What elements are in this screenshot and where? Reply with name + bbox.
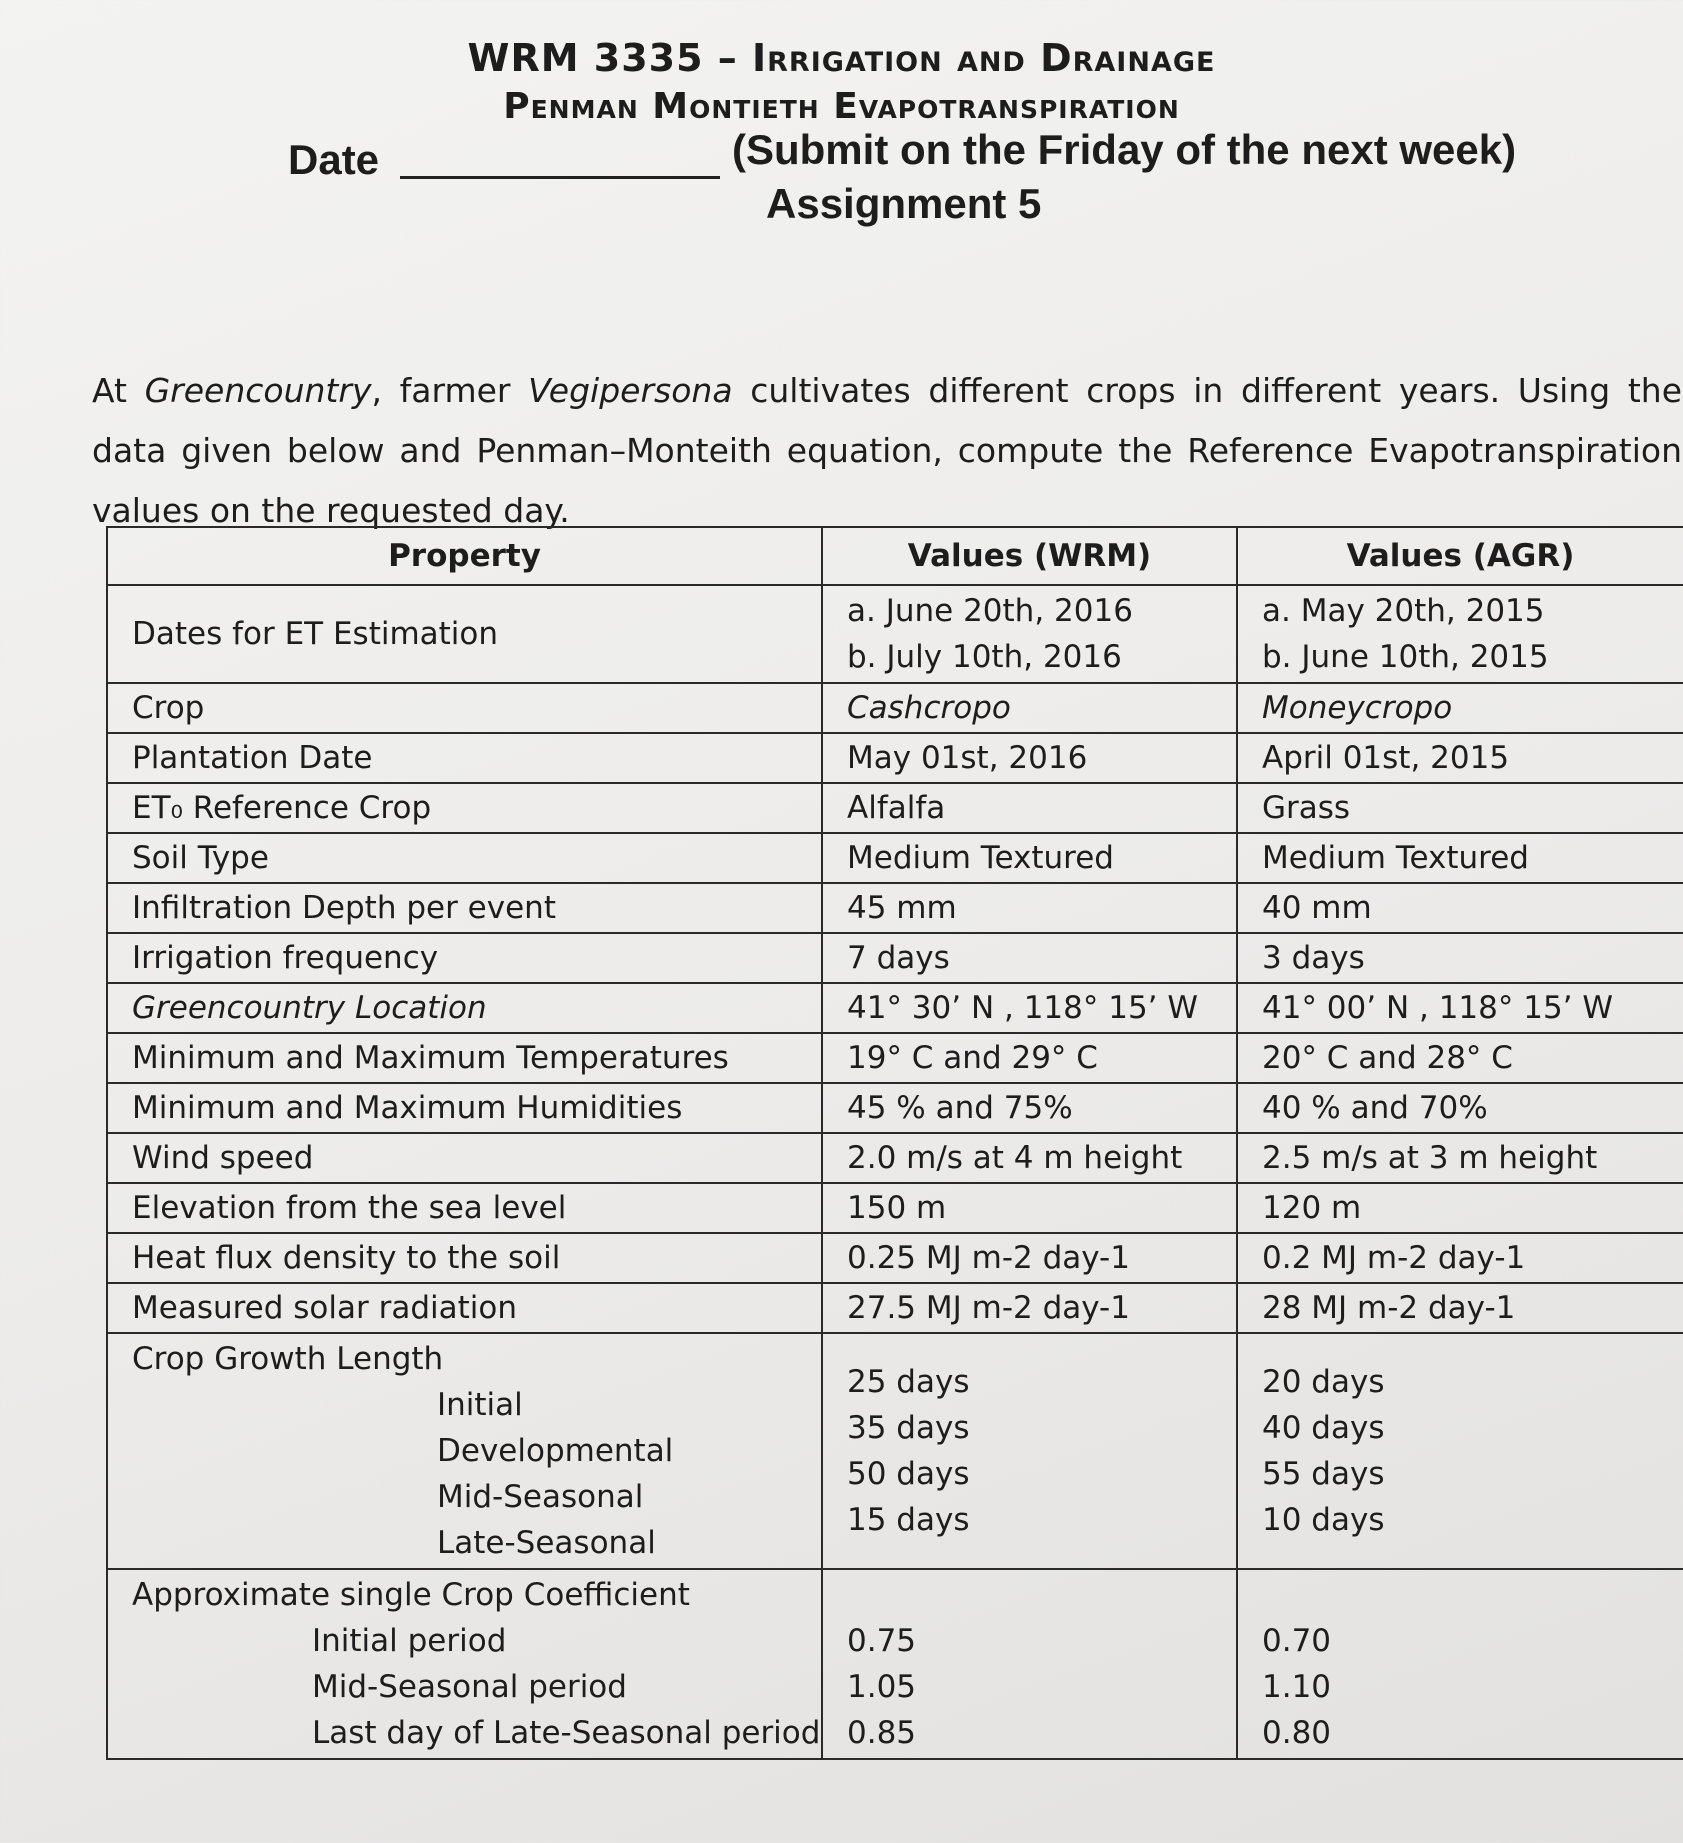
stage-mid-seasonal: Mid-Seasonal (437, 1479, 644, 1515)
agr-cell: 20° C and 28° C (1237, 1033, 1683, 1083)
wrm-cell (822, 585, 1237, 683)
stage-developmental: Developmental (437, 1433, 674, 1469)
wrm-cell: 41° 30’ N , 118° 15’ W (822, 983, 1237, 1033)
agr-kc-late: 0.80 (1262, 1715, 1332, 1751)
stage-initial: Initial (437, 1387, 523, 1423)
wrm-stage-initial: 25 days (847, 1364, 970, 1400)
property-cell: Minimum and Maximum Humidities (107, 1083, 822, 1133)
agr-kc-spacer (1262, 1572, 1659, 1618)
wrm-cell: 150 m (822, 1183, 1237, 1233)
header-values-agr: Values (AGR) (1237, 527, 1683, 585)
growth-length-label: Crop Growth Length (132, 1341, 444, 1377)
table-row-crop-coefficient (107, 1569, 1683, 1759)
table-row (107, 883, 1683, 933)
table-row (107, 833, 1683, 883)
table-row (107, 733, 1683, 783)
wrm-cell: Cashcropo (822, 683, 1237, 733)
table-row (107, 983, 1683, 1033)
table-row (107, 1133, 1683, 1183)
crop-coefficient-label: Approximate single Crop Coefficient (132, 1577, 690, 1613)
wrm-kc-mid: 1.05 (847, 1669, 917, 1705)
table-row (107, 1033, 1683, 1083)
table-header-row (107, 527, 1683, 585)
wrm-cell: 45 % and 75% (822, 1083, 1237, 1133)
agr-cell: Medium Textured (1237, 833, 1683, 883)
intro-text-2: , farmer (371, 371, 529, 410)
property-cell: Crop (107, 683, 822, 733)
submit-note: (Submit on the Friday of the next week) (732, 126, 1517, 173)
course-title: WRM 3335 – Irrigation and Drainage (467, 36, 1216, 80)
property-cell (107, 1333, 822, 1569)
agr-cell: April 01st, 2015 (1237, 733, 1683, 783)
agr-cell: Moneycropo (1237, 683, 1683, 733)
agr-cell: 40 % and 70% (1237, 1083, 1683, 1133)
agr-cell: 120 m (1237, 1183, 1683, 1233)
table-row (107, 1183, 1683, 1233)
stage-late-seasonal: Late-Seasonal (437, 1525, 656, 1561)
table-row (107, 1283, 1683, 1333)
property-cell: Greencountry Location (107, 983, 822, 1033)
assignment-number: Assignment 5 (766, 180, 1042, 227)
agr-date-b: b. June 10th, 2015 (1262, 639, 1549, 675)
header-property: Property (107, 527, 822, 585)
table-row (107, 683, 1683, 733)
agr-cell: 3 days (1237, 933, 1683, 983)
wrm-date-b: b. July 10th, 2016 (847, 639, 1122, 675)
agr-cell (1237, 1569, 1683, 1759)
agr-date-a: a. May 20th, 2015 (1262, 593, 1545, 629)
wrm-cell (822, 1333, 1237, 1569)
agr-cell (1237, 1333, 1683, 1569)
property-cell: Soil Type (107, 833, 822, 883)
property-cell: Plantation Date (107, 733, 822, 783)
wrm-cell: Medium Textured (822, 833, 1237, 883)
intro-text-3: cultivates different crops in different years. Using the data given below and Penman–Monteith equation, compute the Reference Evapotranspiration values on the requested day. (92, 371, 1682, 530)
table-row-growth-length (107, 1333, 1683, 1569)
agr-cell (1237, 585, 1683, 683)
wrm-kc-late: 0.85 (847, 1715, 917, 1751)
table-row (107, 585, 1683, 683)
agr-cell: 28 MJ m-2 day-1 (1237, 1283, 1683, 1333)
property-cell: Wind speed (107, 1133, 822, 1183)
intro-text-1: At (92, 371, 145, 410)
table-row (107, 1083, 1683, 1133)
property-cell: Minimum and Maximum Temperatures (107, 1033, 822, 1083)
table-row (107, 1233, 1683, 1283)
wrm-date-a: a. June 20th, 2016 (847, 593, 1133, 629)
agr-stage-initial: 20 days (1262, 1364, 1385, 1400)
topic-title: Penman Montieth Evapotranspiration (503, 86, 1180, 127)
agr-stage-mid: 55 days (1262, 1456, 1385, 1492)
property-cell: Heat flux density to the soil (107, 1233, 822, 1283)
table-row (107, 933, 1683, 983)
agr-cell: 41° 00’ N , 118° 15’ W (1237, 983, 1683, 1033)
agr-kc-initial: 0.70 (1262, 1623, 1332, 1659)
date-blank-line (400, 176, 720, 179)
wrm-cell (822, 1569, 1237, 1759)
header-values-wrm: Values (WRM) (822, 527, 1237, 585)
date-label: Date (288, 136, 380, 183)
property-cell: Infiltration Depth per event (107, 883, 822, 933)
wrm-kc-initial: 0.75 (847, 1623, 917, 1659)
property-cell: Measured solar radiation (107, 1283, 822, 1333)
property-table (106, 526, 1683, 1760)
wrm-cell: 27.5 MJ m-2 day-1 (822, 1283, 1237, 1333)
property-cell: ET₀ Reference Crop (107, 783, 822, 833)
intro-farmer: Vegipersona (528, 371, 733, 410)
property-cell (107, 1569, 822, 1759)
wrm-cell: 7 days (822, 933, 1237, 983)
property-cell: Elevation from the sea level (107, 1183, 822, 1233)
wrm-cell: Alfalfa (822, 783, 1237, 833)
agr-stage-developmental: 40 days (1262, 1410, 1385, 1446)
wrm-cell: 2.0 m/s at 4 m height (822, 1133, 1237, 1183)
agr-kc-mid: 1.10 (1262, 1669, 1332, 1705)
agr-cell: 2.5 m/s at 3 m height (1237, 1133, 1683, 1183)
period-mid-seasonal: Mid-Seasonal period (312, 1669, 627, 1705)
wrm-stage-developmental: 35 days (847, 1410, 970, 1446)
wrm-cell: May 01st, 2016 (822, 733, 1237, 783)
wrm-stage-late: 15 days (847, 1502, 970, 1538)
intro-location: Greencountry (144, 371, 372, 410)
agr-cell: 40 mm (1237, 883, 1683, 933)
property-cell: Dates for ET Estimation (107, 585, 822, 683)
intro-paragraph (92, 361, 1682, 541)
agr-cell: Grass (1237, 783, 1683, 833)
wrm-kc-spacer (847, 1572, 1212, 1618)
property-cell: Irrigation frequency (107, 933, 822, 983)
wrm-cell: 19° C and 29° C (822, 1033, 1237, 1083)
period-initial: Initial period (312, 1623, 507, 1659)
agr-cell: 0.2 MJ m-2 day-1 (1237, 1233, 1683, 1283)
wrm-stage-mid: 50 days (847, 1456, 970, 1492)
table-row (107, 783, 1683, 833)
wrm-cell: 45 mm (822, 883, 1237, 933)
period-late-seasonal: Last day of Late-Seasonal period (312, 1715, 821, 1751)
agr-stage-late: 10 days (1262, 1502, 1385, 1538)
wrm-cell: 0.25 MJ m-2 day-1 (822, 1233, 1237, 1283)
